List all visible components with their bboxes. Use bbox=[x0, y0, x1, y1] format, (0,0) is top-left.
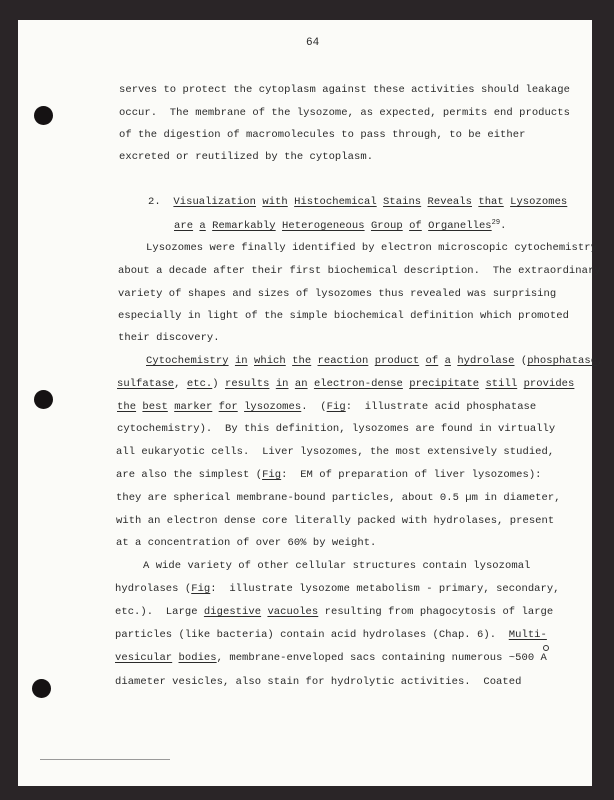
angstrom-symbol: A bbox=[540, 652, 547, 664]
text-line: serves to protect the cytoplasm against these activities should leakage bbox=[119, 84, 570, 96]
text-line: A wide variety of other cellular structures contain lysozomal bbox=[143, 560, 531, 572]
text-line: cytochemistry). By this definition, lysozomes are found in virtually bbox=[117, 423, 556, 435]
text-line: at a concentration of over 60% by weight. bbox=[116, 537, 377, 549]
text-line: particles (like bacteria) contain acid hydrolases (Chap. 6). Multi- bbox=[115, 629, 547, 641]
punch-hole bbox=[34, 390, 53, 409]
text-line: especially in light of the simple biochemical definition which promoted bbox=[118, 310, 569, 322]
text-line: of the digestion of macromolecules to pass through, to be either bbox=[119, 129, 526, 141]
text-line: excreted or reutilized by the cytoplasm. bbox=[119, 151, 374, 163]
text-line: hydrolases (Fig: illustrate lysozome metabolism - primary, secondary, bbox=[115, 583, 560, 595]
text-line: diameter vesicles, also stain for hydrolytic activities. Coated bbox=[115, 676, 522, 688]
text-line: are also the simplest (Fig: EM of preparation of liver lysozomes): bbox=[116, 469, 542, 481]
scan-edge-rule bbox=[40, 759, 170, 760]
text-line: all eukaryotic cells. Liver lysozomes, the most extensively studied, bbox=[116, 446, 555, 458]
page-number: 64 bbox=[306, 37, 320, 49]
text-line: the best marker for lysozomes. (Fig: illustrate acid phosphatase bbox=[117, 401, 537, 413]
text-line: they are spherical membrane-bound particles, about 0.5 µm in diameter, bbox=[116, 492, 561, 504]
footnote-ref: 29 bbox=[491, 219, 501, 227]
text-line: with an electron dense core literally packed with hydrolases, present bbox=[116, 515, 555, 527]
text-line: about a decade after their first biochemical description. The extraordinary bbox=[118, 265, 601, 277]
text-line: their discovery. bbox=[118, 332, 220, 344]
section-heading-line: are a Remarkably Heterogeneous Group of Organelles$^{29}$. bbox=[174, 219, 507, 232]
text-line: Lysozomes were finally identified by electron microscopic cytochemistry bbox=[146, 242, 597, 254]
section-heading-line: 2. Visualization with Histochemical Stains Reveals that Lysozomes bbox=[148, 196, 568, 208]
text-line: Cytochemistry in which the reaction product of a hydrolase (phosphatase, bbox=[146, 355, 604, 367]
text-line: occur. The membrane of the lysozome, as expected, permits end products bbox=[119, 107, 570, 119]
punch-hole bbox=[32, 679, 51, 698]
punch-hole bbox=[34, 106, 53, 125]
text-line: variety of shapes and sizes of lysozomes thus revealed was surprising bbox=[118, 288, 557, 300]
text-line: vesicular bodies, membrane-enveloped sacs containing numerous ~500 A bbox=[115, 652, 547, 664]
text-line: etc.). Large digestive vacuoles resulting from phagocytosis of large bbox=[115, 606, 554, 618]
text-line: sulfatase, etc.) results in an electron-dense precipitate still provides bbox=[117, 378, 575, 390]
section-number: 2. bbox=[148, 196, 161, 208]
